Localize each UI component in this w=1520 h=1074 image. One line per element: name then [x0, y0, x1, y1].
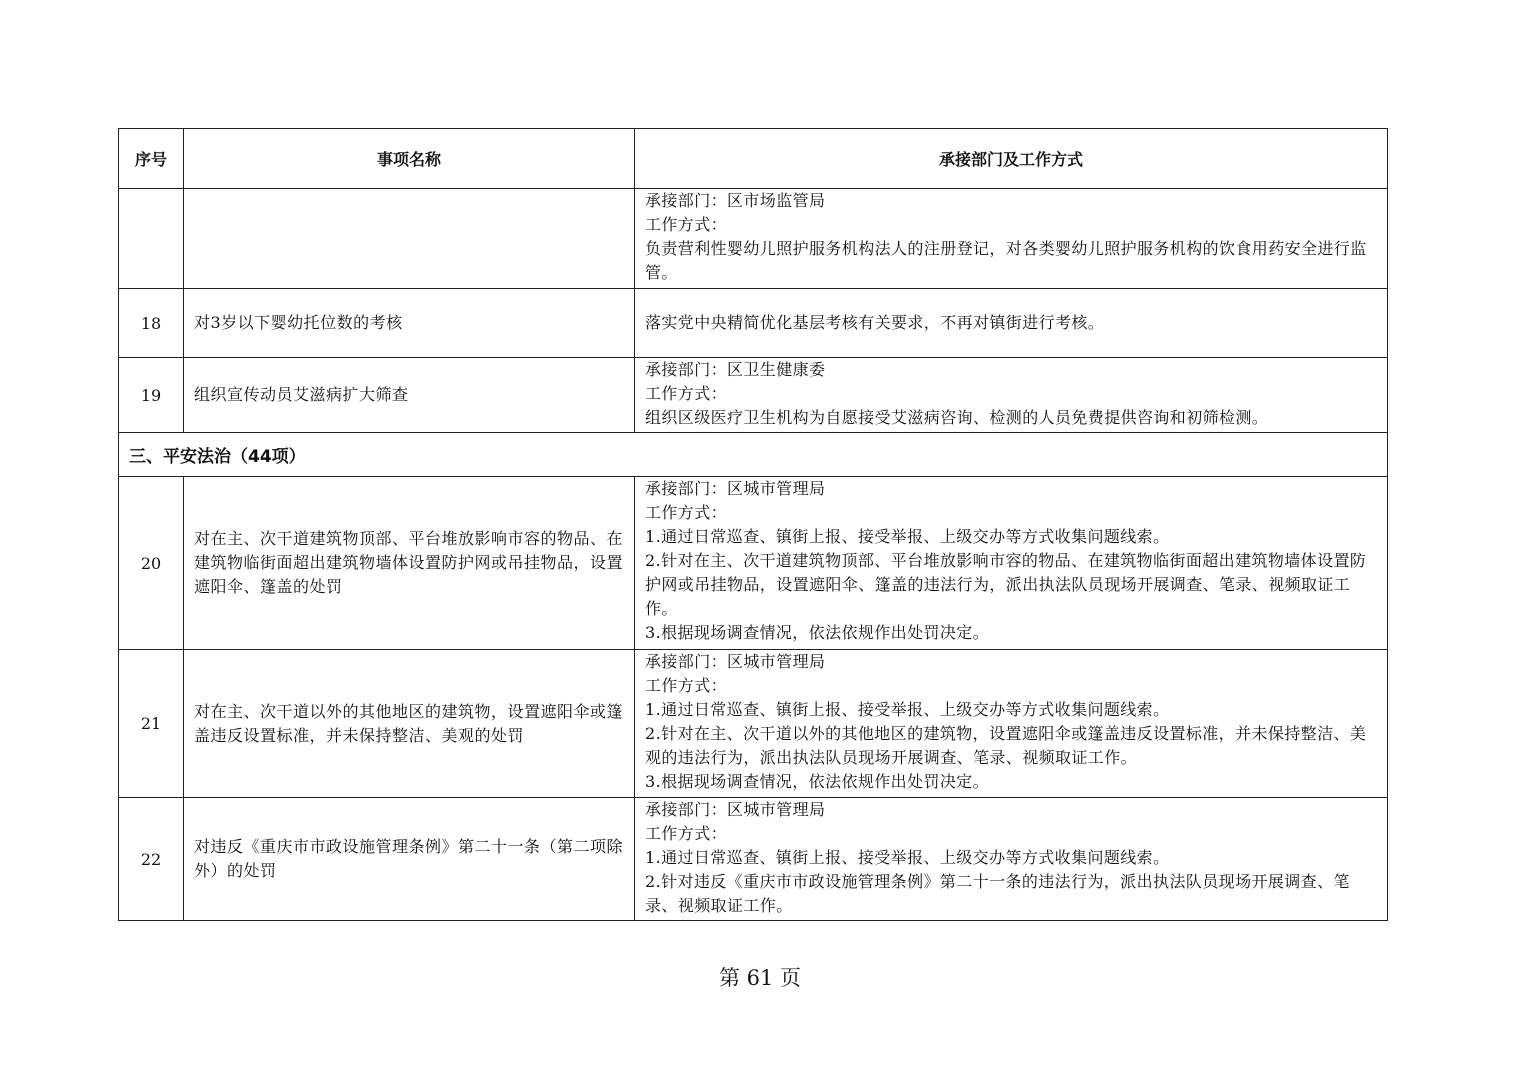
- row-index: 18: [119, 289, 184, 358]
- dept-line: 工作方式：: [645, 503, 728, 522]
- dept-line: 1.通过日常巡查、镇街上报、接受举报、上级交办等方式收集问题线索。: [645, 848, 1170, 867]
- row-item: 对3岁以下婴幼托位数的考核: [184, 289, 635, 358]
- header-index: 序号: [119, 129, 184, 189]
- row-item: 对在主、次干道以外的其他地区的建筑物，设置遮阳伞或篷盖违反设置标准，并未保持整洁、美观的处罚: [184, 650, 635, 798]
- row-dept: [635, 358, 1388, 433]
- dept-line: 工作方式：: [645, 824, 728, 843]
- row-index: 19: [119, 358, 184, 433]
- row-index: 22: [119, 798, 184, 921]
- dept-line: 工作方式：: [645, 384, 728, 403]
- dept-line: 2.针对在主、次干道建筑物顶部、平台堆放影响市容的物品、在建筑物临街面超出建筑物墙体设置防护网或吊挂物品，设置遮阳伞、篷盖的违法行为，派出执法队员现场开展调查、笔录、视频取证工作。: [645, 551, 1367, 618]
- dept-line: 承接部门：区卫生健康委: [645, 360, 826, 379]
- dept-line: 2.针对在主、次干道以外的其他地区的建筑物，设置遮阳伞或篷盖违反设置标准，并未保持整洁、美观的违法行为，派出执法队员现场开展调查、笔录、视频取证工作。: [645, 724, 1367, 767]
- page-number: 第 61 页: [718, 966, 802, 990]
- row-dept: [635, 289, 1388, 358]
- dept-line: 1.通过日常巡查、镇街上报、接受举报、上级交办等方式收集问题线索。: [645, 527, 1170, 546]
- table-row: [119, 289, 1388, 358]
- table-row: [119, 650, 1388, 798]
- dept-line: 承接部门：区城市管理局: [645, 800, 826, 819]
- dept-line: 工作方式：: [645, 215, 728, 234]
- table-header-row: [119, 129, 1388, 189]
- dept-line: 3.根据现场调查情况，依法依规作出处罚决定。: [645, 772, 990, 791]
- dept-line: 落实党中央精简优化基层考核有关要求，不再对镇街进行考核。: [645, 313, 1105, 332]
- row-dept: [635, 477, 1388, 650]
- dept-line: 承接部门：区城市管理局: [645, 652, 826, 671]
- dept-line: 承接部门：区市场监管局: [645, 191, 826, 210]
- dept-line: 2.针对违反《重庆市市政设施管理条例》第二十一条的违法行为，派出执法队员现场开展调查、笔录、视频取证工作。: [645, 872, 1350, 915]
- row-dept: [635, 650, 1388, 798]
- header-dept: 承接部门及工作方式: [635, 129, 1388, 189]
- table-row: [119, 189, 1388, 289]
- dept-line: 承接部门：区城市管理局: [645, 479, 826, 498]
- dept-line: 1.通过日常巡查、镇街上报、接受举报、上级交办等方式收集问题线索。: [645, 700, 1170, 719]
- row-index: 21: [119, 650, 184, 798]
- dept-line: 3.根据现场调查情况，依法依规作出处罚决定。: [645, 623, 990, 642]
- section-row: [119, 433, 1388, 477]
- row-dept: [635, 798, 1388, 921]
- dept-line: 工作方式：: [645, 676, 728, 695]
- header-item: 事项名称: [184, 129, 635, 189]
- row-item: 对违反《重庆市市政设施管理条例》第二十一条（第二项除外）的处罚: [184, 798, 635, 921]
- dept-line: 组织区级医疗卫生机构为自愿接受艾滋病咨询、检测的人员免费提供咨询和初筛检测。: [645, 408, 1269, 427]
- row-item: 对在主、次干道建筑物顶部、平台堆放影响市容的物品、在建筑物临街面超出建筑物墙体设置防护网或吊挂物品，设置遮阳伞、篷盖的处罚: [184, 477, 635, 650]
- row-item: 组织宣传动员艾滋病扩大筛查: [184, 358, 635, 433]
- table-row: [119, 358, 1388, 433]
- table-row: [119, 477, 1388, 650]
- row-index: 20: [119, 477, 184, 650]
- section-title: 三、平安法治（44项）: [119, 433, 1388, 477]
- row-index: [119, 189, 184, 289]
- row-item: [184, 189, 635, 289]
- table-row: [119, 798, 1388, 921]
- row-dept: [635, 189, 1388, 289]
- policy-table: [118, 128, 1388, 921]
- dept-line: 负责营利性婴幼儿照护服务机构法人的注册登记，对各类婴幼儿照护服务机构的饮食用药安全进行监管。: [645, 239, 1367, 282]
